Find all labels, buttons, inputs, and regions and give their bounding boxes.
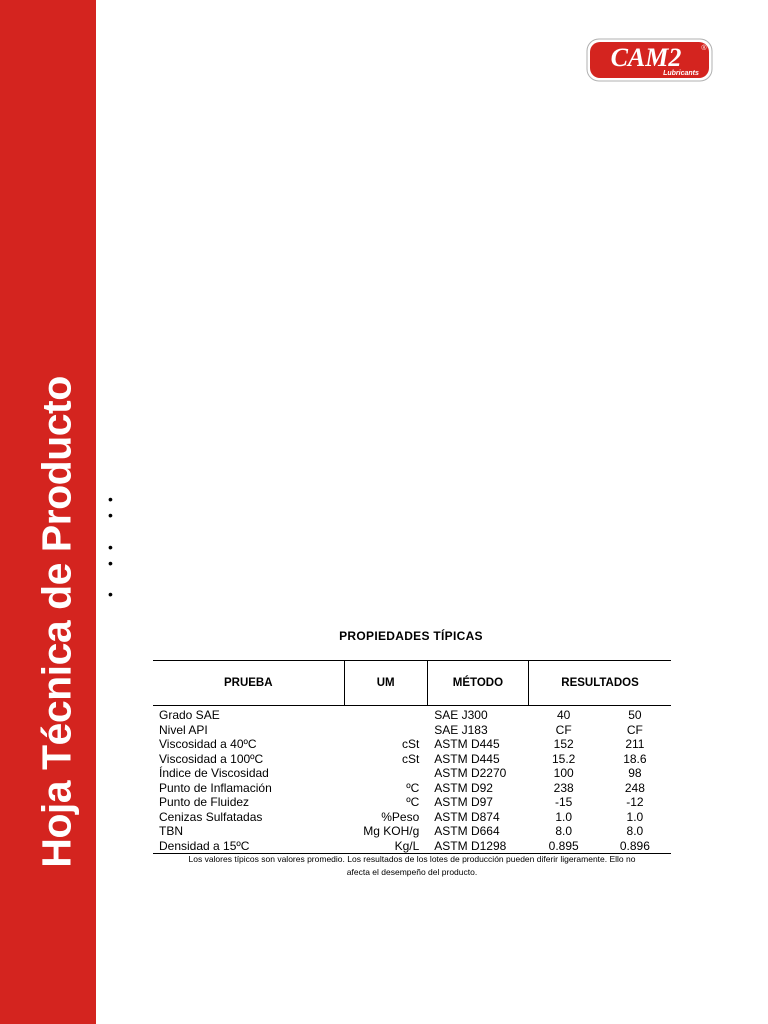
logo-registered: ® — [701, 45, 707, 52]
cell-result-2: 1.0 — [626, 809, 644, 824]
cell-test: Nivel API — [159, 722, 208, 737]
table-row — [153, 781, 671, 796]
table-row — [153, 752, 671, 767]
cell-result-2: -12 — [626, 795, 644, 809]
cell-method: ASTM D664 — [434, 824, 500, 838]
cell-um — [344, 706, 427, 723]
footnote-line-2: afecta el desempeño del producto. — [346, 867, 478, 877]
table-row — [153, 737, 671, 752]
cell-result-1: 152 — [553, 737, 574, 751]
cell-result-2: 8.0 — [626, 824, 644, 838]
cell-test: Punto de Inflamación — [159, 780, 272, 795]
cell-test: Densidad a 15ºC — [153, 839, 344, 854]
document-title: Hoja Técnica de Producto — [33, 376, 80, 868]
table-row — [153, 824, 671, 839]
header-um: UM — [344, 661, 427, 706]
cell-test: Cenizas Sulfatadas — [159, 809, 263, 824]
logo-brand: CAM2 — [610, 43, 682, 72]
cell-result-2: CF — [626, 722, 643, 737]
list-item — [108, 508, 116, 522]
table-row — [153, 839, 671, 854]
footnote-line-1: Los valores típicos son valores promedio. Los resultados de los lotes de producción pueden diferir ligeramente. Ello no — [188, 854, 636, 864]
sidebar-band — [0, 0, 96, 1024]
cell-method: ASTM D2270 — [434, 766, 507, 780]
cell-result-1: 1.0 — [555, 809, 572, 824]
cell-result-1: 8.0 — [555, 824, 572, 838]
cell-result-1: 238 — [553, 780, 574, 795]
table-header-row — [153, 661, 671, 706]
cell-method: ASTM D97 — [434, 795, 493, 809]
cell-um: ºC — [406, 780, 420, 795]
cell-um: cSt — [401, 737, 420, 751]
cell-test: Viscosidad a 100ºC — [159, 751, 264, 766]
table-row — [153, 810, 671, 825]
cell-result-2: 211 — [625, 737, 645, 751]
cell-test: Grado SAE — [159, 708, 220, 722]
footnote — [112, 853, 712, 879]
list-item — [108, 587, 116, 601]
cell-result-2: 18.6 — [623, 751, 647, 766]
cell-um: cSt — [401, 751, 420, 766]
cell-method: SAE J300 — [434, 708, 488, 722]
cell-result-1: CF — [555, 722, 572, 737]
cell-test: Índice de Viscosidad — [159, 766, 269, 780]
cell-test: Punto de Fluidez — [159, 795, 250, 809]
cell-method: ASTM D1298 — [427, 839, 528, 854]
properties-table — [153, 660, 671, 854]
cell-um: Mg KOH/g — [363, 824, 420, 838]
cell-method: SAE J183 — [434, 722, 488, 737]
cell-test: TBN — [159, 824, 183, 838]
properties-title: PROPIEDADES TÍPICAS — [339, 629, 483, 643]
header-results: RESULTADOS — [529, 661, 671, 706]
cell-test: Viscosidad a 40ºC — [159, 737, 257, 751]
table-row — [153, 706, 671, 723]
table-row — [153, 723, 671, 738]
header-method: MÉTODO — [427, 661, 528, 706]
cell-method: ASTM D445 — [434, 751, 500, 766]
cell-method: ASTM D445 — [434, 737, 500, 751]
cell-result-1: 40 — [556, 708, 571, 722]
header-test: PRUEBA — [153, 661, 344, 706]
table-row — [153, 766, 671, 781]
cell-result-2: 50 — [628, 708, 642, 722]
list-item — [108, 556, 116, 570]
cell-result-2: 0.896 — [599, 839, 671, 854]
cell-um — [344, 766, 427, 781]
cell-result-1: 0.895 — [529, 839, 599, 854]
table-row — [153, 795, 671, 810]
cell-method: ASTM D874 — [434, 809, 500, 824]
cell-result-1: 100 — [553, 766, 574, 780]
cell-result-2: 248 — [624, 780, 645, 795]
logo-tagline: Lubricants — [663, 70, 699, 77]
cell-um: Kg/L — [344, 839, 427, 854]
list-item — [108, 492, 116, 506]
cell-um — [344, 723, 427, 738]
list-item — [108, 540, 116, 554]
cam2-logo — [586, 38, 713, 82]
cell-method: ASTM D92 — [434, 780, 493, 795]
cell-um: ºC — [406, 795, 420, 809]
cell-result-2: 98 — [628, 766, 642, 780]
cell-result-1: -15 — [554, 795, 573, 809]
cell-result-1: 15.2 — [551, 751, 576, 766]
cell-um: %Peso — [381, 809, 420, 824]
